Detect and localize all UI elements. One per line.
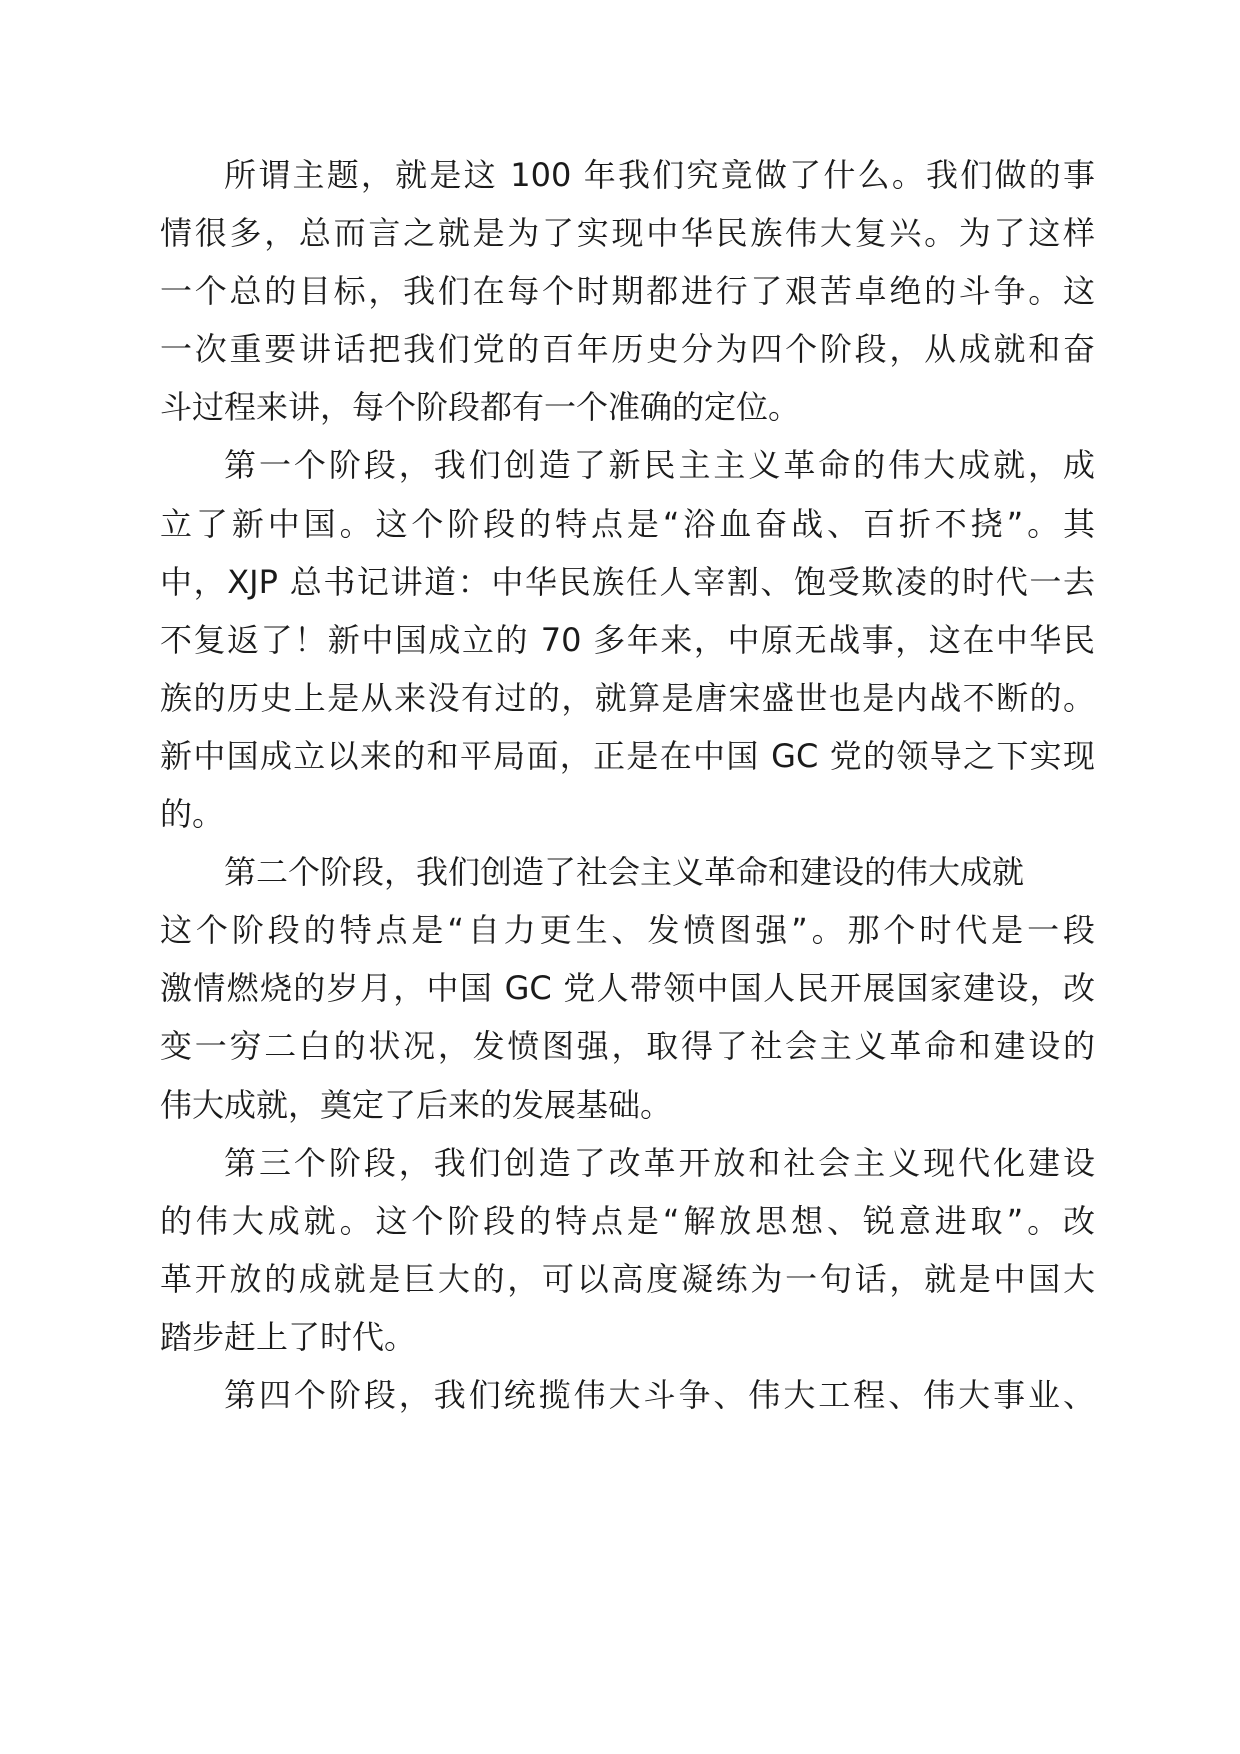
paragraph-stage-two bbox=[160, 843, 1095, 1133]
text-line: 激情燃烧的岁月，中国 GC 党人带领中国人民开展国家建设，改 bbox=[160, 969, 1095, 1008]
text-line: 变一穷二白的状况，发愤图强，取得了社会主义革命和建设的 bbox=[160, 1027, 1095, 1066]
text-line: 立了新中国。这个阶段的特点是“浴血奋战、百折不挠”。其 bbox=[160, 504, 1095, 543]
text-line: 的伟大成就。这个阶段的特点是“解放思想、锐意进取”。改 bbox=[160, 1201, 1095, 1240]
paragraph-stage-one bbox=[160, 436, 1095, 843]
text-line: 中，XJP 总书记讲道：中华民族任人宰割、饱受欺凌的时代一去 bbox=[160, 562, 1095, 601]
text-line: 一个总的目标，我们在每个时期都进行了艰苦卓绝的斗争。这 bbox=[160, 272, 1095, 311]
paragraph-stage-three bbox=[160, 1134, 1095, 1366]
paragraph-stage-four bbox=[160, 1366, 1095, 1424]
text-line: 斗过程来讲，每个阶段都有一个准确的定位。 bbox=[160, 388, 801, 427]
text-line: 第一个阶段，我们创造了新民主主义革命的伟大成就，成 bbox=[224, 446, 1095, 485]
text-line: 新中国成立以来的和平局面，正是在中国 GC 党的领导之下实现 bbox=[160, 736, 1095, 775]
text-line: 情很多，总而言之就是为了实现中华民族伟大复兴。为了这样 bbox=[160, 214, 1095, 253]
text-line: 的。 bbox=[160, 795, 225, 834]
text-line: 伟大成就，奠定了后来的发展基础。 bbox=[160, 1085, 673, 1124]
text-line: 这个阶段的特点是“自力更生、发愤图强”。那个时代是一段 bbox=[160, 911, 1095, 950]
text-line: 一次重要讲话把我们党的百年历史分为四个阶段，从成就和奋 bbox=[160, 330, 1095, 369]
paragraph-theme bbox=[160, 146, 1095, 436]
text-line: 踏步赶上了时代。 bbox=[160, 1317, 417, 1356]
text-line: 不复返了！新中国成立的 70 多年来，中原无战事，这在中华民 bbox=[160, 620, 1095, 659]
text-line: 第三个阶段，我们创造了改革开放和社会主义现代化建设 bbox=[224, 1143, 1095, 1182]
text-line: 第二个阶段，我们创造了社会主义革命和建设的伟大成就 bbox=[224, 853, 1025, 892]
text-line: 革开放的成就是巨大的，可以高度凝练为一句话，就是中国大 bbox=[160, 1259, 1095, 1298]
text-line: 族的历史上是从来没有过的，就算是唐宋盛世也是内战不断的。 bbox=[160, 678, 1095, 717]
document-body bbox=[160, 146, 1095, 1424]
text-line: 第四个阶段，我们统揽伟大斗争、伟大工程、伟大事业、 bbox=[224, 1375, 1095, 1414]
text-line: 所谓主题，就是这 100 年我们究竟做了什么。我们做的事 bbox=[224, 156, 1095, 194]
